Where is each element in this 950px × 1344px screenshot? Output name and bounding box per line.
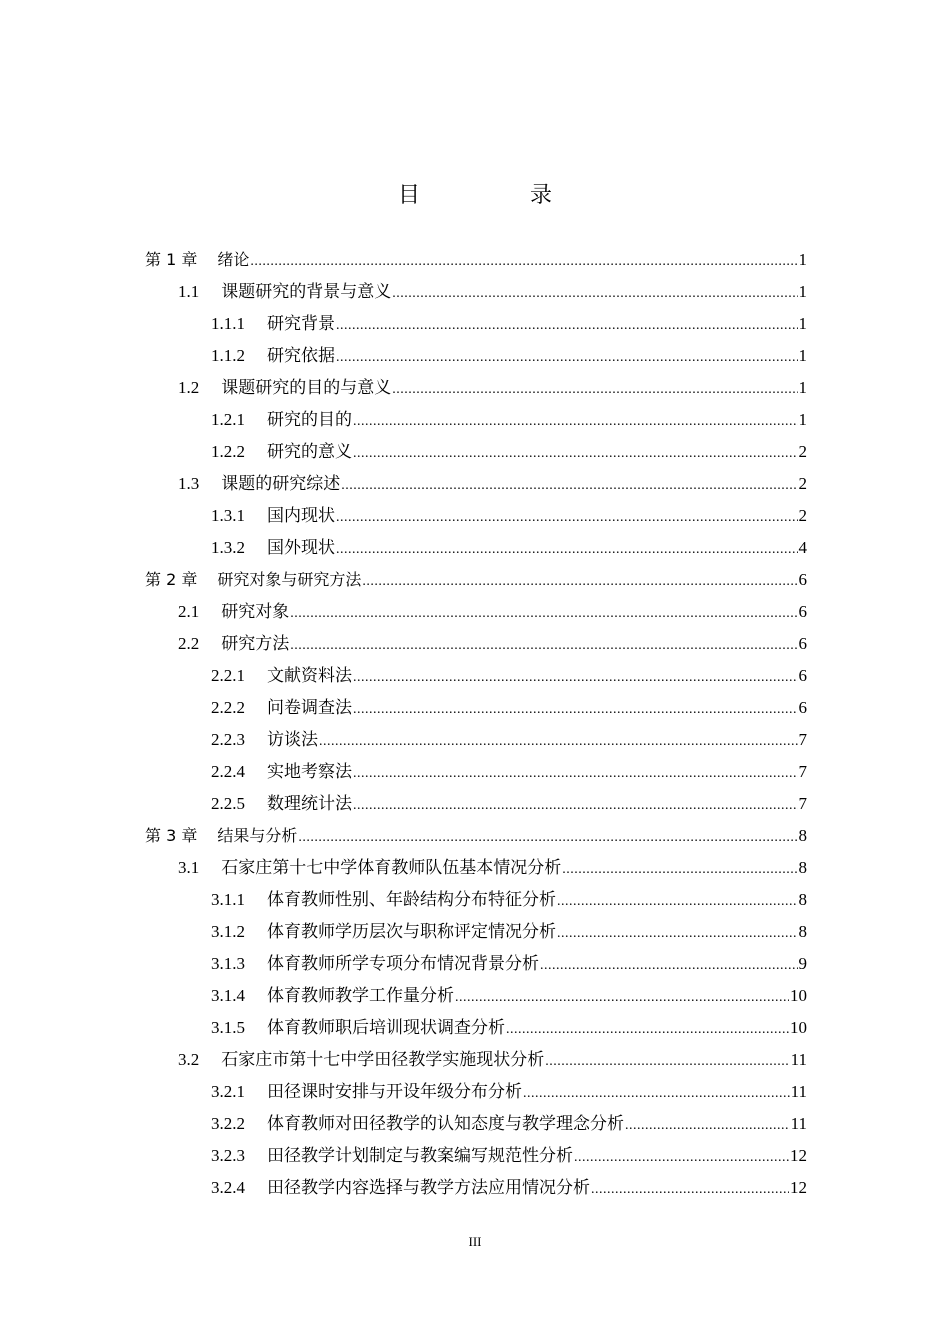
toc-entry-number: 2.2.1 bbox=[211, 666, 245, 685]
toc-entry-page: 8 bbox=[798, 890, 807, 909]
toc-leader-dots bbox=[506, 1014, 789, 1046]
toc-entry-number: 1.1.2 bbox=[211, 346, 245, 365]
toc-entry[interactable] bbox=[145, 660, 807, 692]
toc-entry[interactable] bbox=[145, 372, 807, 404]
toc-entry-number: 3.2.3 bbox=[211, 1146, 245, 1165]
toc-leader-dots bbox=[353, 790, 798, 822]
toc-entry-page: 1 bbox=[798, 250, 807, 269]
toc-entry-label: 问卷调查法 bbox=[267, 698, 352, 717]
toc-entry[interactable] bbox=[145, 564, 807, 596]
toc-entry-number: 1.3.2 bbox=[211, 538, 245, 557]
toc-entry[interactable] bbox=[145, 980, 807, 1012]
toc-leader-dots bbox=[290, 598, 797, 630]
toc-entry-label: 研究的意义 bbox=[267, 442, 352, 461]
toc-leader-dots bbox=[392, 374, 797, 406]
toc-entry-page: 10 bbox=[790, 1018, 807, 1037]
toc-entry-label: 体育教师对田径教学的认知态度与教学理念分析 bbox=[267, 1114, 624, 1133]
toc-entry[interactable] bbox=[145, 1108, 807, 1140]
toc-entry-number: 2.2.2 bbox=[211, 698, 245, 717]
toc-entry-number: 第 2 章 bbox=[145, 570, 198, 589]
toc-entry-page: 1 bbox=[798, 314, 807, 333]
toc-title: 目 录 bbox=[397, 183, 596, 208]
toc-entry-page: 12 bbox=[790, 1178, 807, 1197]
toc-entry-number: 3.2.1 bbox=[211, 1082, 245, 1101]
toc-entry[interactable] bbox=[145, 404, 807, 436]
toc-entry[interactable] bbox=[145, 532, 807, 564]
toc-entry-page: 1 bbox=[798, 378, 807, 397]
toc-entry-number: 1.1.1 bbox=[211, 314, 245, 333]
toc-entry-label: 研究对象与研究方法 bbox=[217, 570, 362, 589]
toc-entry-page: 8 bbox=[798, 826, 807, 845]
toc-entry-number: 2.1 bbox=[178, 602, 200, 621]
toc-entry-number: 第 3 章 bbox=[145, 826, 198, 845]
toc-entry-number: 3.1.1 bbox=[211, 890, 245, 909]
toc-leader-dots bbox=[353, 438, 798, 470]
toc-entry-label: 访谈法 bbox=[267, 730, 318, 749]
toc-entry-page: 7 bbox=[798, 730, 807, 749]
toc-entry-page: 12 bbox=[790, 1146, 807, 1165]
toc-entry-label: 研究对象 bbox=[221, 602, 290, 621]
toc-entry[interactable] bbox=[145, 916, 807, 948]
toc-entry-number: 1.2.2 bbox=[211, 442, 245, 461]
toc-leader-dots bbox=[353, 758, 798, 790]
toc-entry[interactable] bbox=[145, 500, 807, 532]
toc-entry[interactable] bbox=[145, 1140, 807, 1172]
toc-entry[interactable] bbox=[145, 692, 807, 724]
toc-entry[interactable] bbox=[145, 308, 807, 340]
toc-entry[interactable] bbox=[145, 884, 807, 916]
toc-entry[interactable] bbox=[145, 820, 807, 852]
toc-entry[interactable] bbox=[145, 1172, 807, 1204]
toc-leader-dots bbox=[336, 342, 798, 374]
page-number-footer: III bbox=[468, 1234, 482, 1249]
toc-entry-number: 3.1.2 bbox=[211, 922, 245, 941]
toc-entry-page: 2 bbox=[798, 506, 807, 525]
toc-entry-number: 2.2.3 bbox=[211, 730, 245, 749]
toc-entry-page: 2 bbox=[798, 442, 807, 461]
toc-entry-label: 田径课时安排与开设年级分布分析 bbox=[267, 1082, 522, 1101]
toc-entry-label: 课题研究的背景与意义 bbox=[221, 282, 392, 301]
toc-leader-dots bbox=[362, 566, 797, 598]
toc-entry[interactable] bbox=[145, 788, 807, 820]
toc-leader-dots bbox=[336, 534, 798, 566]
toc-entry[interactable] bbox=[145, 628, 807, 660]
toc-entry-number: 1.2 bbox=[178, 378, 200, 397]
toc-entry-number: 3.2.4 bbox=[211, 1178, 245, 1197]
toc-entry[interactable] bbox=[145, 276, 807, 308]
toc-entry-number: 1.2.1 bbox=[211, 410, 245, 429]
toc-entry-page: 11 bbox=[790, 1050, 807, 1069]
toc-entry-label: 研究依据 bbox=[267, 346, 335, 365]
toc-entry-number: 3.2 bbox=[178, 1050, 200, 1069]
toc-entry-number: 2.2 bbox=[178, 634, 200, 653]
toc-entry[interactable] bbox=[145, 436, 807, 468]
toc-entry-number: 3.1.3 bbox=[211, 954, 245, 973]
toc-leader-dots bbox=[557, 918, 798, 950]
toc-entry-label: 文献资料法 bbox=[267, 666, 352, 685]
toc-entry-number: 1.3 bbox=[178, 474, 200, 493]
toc-entry-label: 石家庄市第十七中学田径教学实施现状分析 bbox=[221, 1050, 545, 1069]
toc-entry-number: 1.3.1 bbox=[211, 506, 245, 525]
toc-entry-number: 2.2.4 bbox=[211, 762, 245, 781]
toc-entry[interactable] bbox=[145, 1044, 807, 1076]
toc-entry-page: 2 bbox=[798, 474, 807, 493]
toc-entry[interactable] bbox=[145, 724, 807, 756]
toc-entry-label: 研究背景 bbox=[267, 314, 335, 333]
toc-leader-dots bbox=[574, 1142, 789, 1174]
toc-entry-page: 10 bbox=[790, 986, 807, 1005]
toc-leader-dots bbox=[562, 854, 797, 886]
toc-entry-label: 国外现状 bbox=[267, 538, 335, 557]
toc-entry-label: 实地考察法 bbox=[267, 762, 352, 781]
toc-entry-number: 3.1.5 bbox=[211, 1018, 245, 1037]
toc-entry-label: 研究的目的 bbox=[267, 410, 352, 429]
toc-entry[interactable] bbox=[145, 596, 807, 628]
toc-entry-page: 6 bbox=[798, 698, 807, 717]
toc-entry-page: 4 bbox=[798, 538, 807, 557]
toc-leader-dots bbox=[353, 694, 798, 726]
toc-entry[interactable] bbox=[145, 468, 807, 500]
toc-entry-label: 体育教师性别、年龄结构分布特征分析 bbox=[267, 890, 556, 909]
toc-leader-dots bbox=[341, 470, 797, 502]
toc-entry-page: 1 bbox=[798, 346, 807, 365]
toc-entry[interactable] bbox=[145, 852, 807, 884]
toc-entry[interactable] bbox=[145, 948, 807, 980]
toc-leader-dots bbox=[523, 1078, 790, 1110]
toc-leader-dots bbox=[557, 886, 798, 918]
toc-leader-dots bbox=[392, 278, 797, 310]
toc-entry-label: 体育教师学历层次与职称评定情况分析 bbox=[267, 922, 556, 941]
toc-entry-page: 6 bbox=[798, 666, 807, 685]
toc-entry-page: 6 bbox=[798, 570, 807, 589]
toc-entry-page: 1 bbox=[798, 282, 807, 301]
toc-entry-label: 数理统计法 bbox=[267, 794, 352, 813]
toc-entry-number: 3.1 bbox=[178, 858, 200, 877]
toc-entry[interactable] bbox=[145, 244, 807, 276]
toc-entry-label: 田径教学计划制定与教案编写规范性分析 bbox=[267, 1146, 573, 1165]
toc-entry-label: 体育教师职后培训现状调查分析 bbox=[267, 1018, 505, 1037]
toc-entry-number: 3.2.2 bbox=[211, 1114, 245, 1133]
toc-entry-page: 7 bbox=[798, 794, 807, 813]
toc-entry-page: 9 bbox=[798, 954, 807, 973]
toc-entry-number: 3.1.4 bbox=[211, 986, 245, 1005]
toc-entry-page: 7 bbox=[798, 762, 807, 781]
toc-leader-dots bbox=[455, 982, 789, 1014]
toc-entry-label: 体育教师所学专项分布情况背景分析 bbox=[267, 954, 539, 973]
toc-entry-label: 结果与分析 bbox=[217, 826, 298, 845]
toc-entry-label: 国内现状 bbox=[267, 506, 335, 525]
toc-entry-label: 课题研究的目的与意义 bbox=[221, 378, 392, 397]
toc-entry-page: 11 bbox=[790, 1114, 807, 1133]
toc-leader-dots bbox=[353, 406, 798, 438]
toc-entry[interactable] bbox=[145, 756, 807, 788]
toc-entry-page: 8 bbox=[798, 858, 807, 877]
toc-leader-dots bbox=[319, 726, 798, 758]
toc-leader-dots bbox=[250, 246, 797, 278]
toc-entry[interactable] bbox=[145, 340, 807, 372]
toc-entry[interactable] bbox=[145, 1012, 807, 1044]
toc-entry-number: 第 1 章 bbox=[145, 250, 198, 269]
toc-entry-label: 研究方法 bbox=[221, 634, 290, 653]
toc-entry-page: 6 bbox=[798, 634, 807, 653]
toc-entry-label: 绪论 bbox=[217, 250, 250, 269]
toc-entry-page: 8 bbox=[798, 922, 807, 941]
toc-entry-label: 体育教师教学工作量分析 bbox=[267, 986, 454, 1005]
toc-entry-number: 2.2.5 bbox=[211, 794, 245, 813]
toc-leader-dots bbox=[540, 950, 798, 982]
toc-entry-label: 田径教学内容选择与教学方法应用情况分析 bbox=[267, 1178, 590, 1197]
toc-leader-dots bbox=[336, 502, 798, 534]
toc-leader-dots bbox=[625, 1110, 790, 1142]
toc-leader-dots bbox=[545, 1046, 789, 1078]
toc-leader-dots bbox=[591, 1174, 789, 1206]
toc-leader-dots bbox=[290, 630, 797, 662]
toc-entry-label: 石家庄第十七中学体育教师队伍基本情况分析 bbox=[221, 858, 562, 877]
toc-entry-number: 1.1 bbox=[178, 282, 200, 301]
toc-leader-dots bbox=[336, 310, 798, 342]
toc-entry[interactable] bbox=[145, 1076, 807, 1108]
toc-leader-dots bbox=[353, 662, 798, 694]
toc-entry-page: 6 bbox=[798, 602, 807, 621]
toc-entry-page: 11 bbox=[790, 1082, 807, 1101]
toc-entry-page: 1 bbox=[798, 410, 807, 429]
toc-leader-dots bbox=[298, 822, 797, 854]
table-of-contents bbox=[145, 244, 807, 1204]
toc-entry-label: 课题的研究综述 bbox=[221, 474, 341, 493]
